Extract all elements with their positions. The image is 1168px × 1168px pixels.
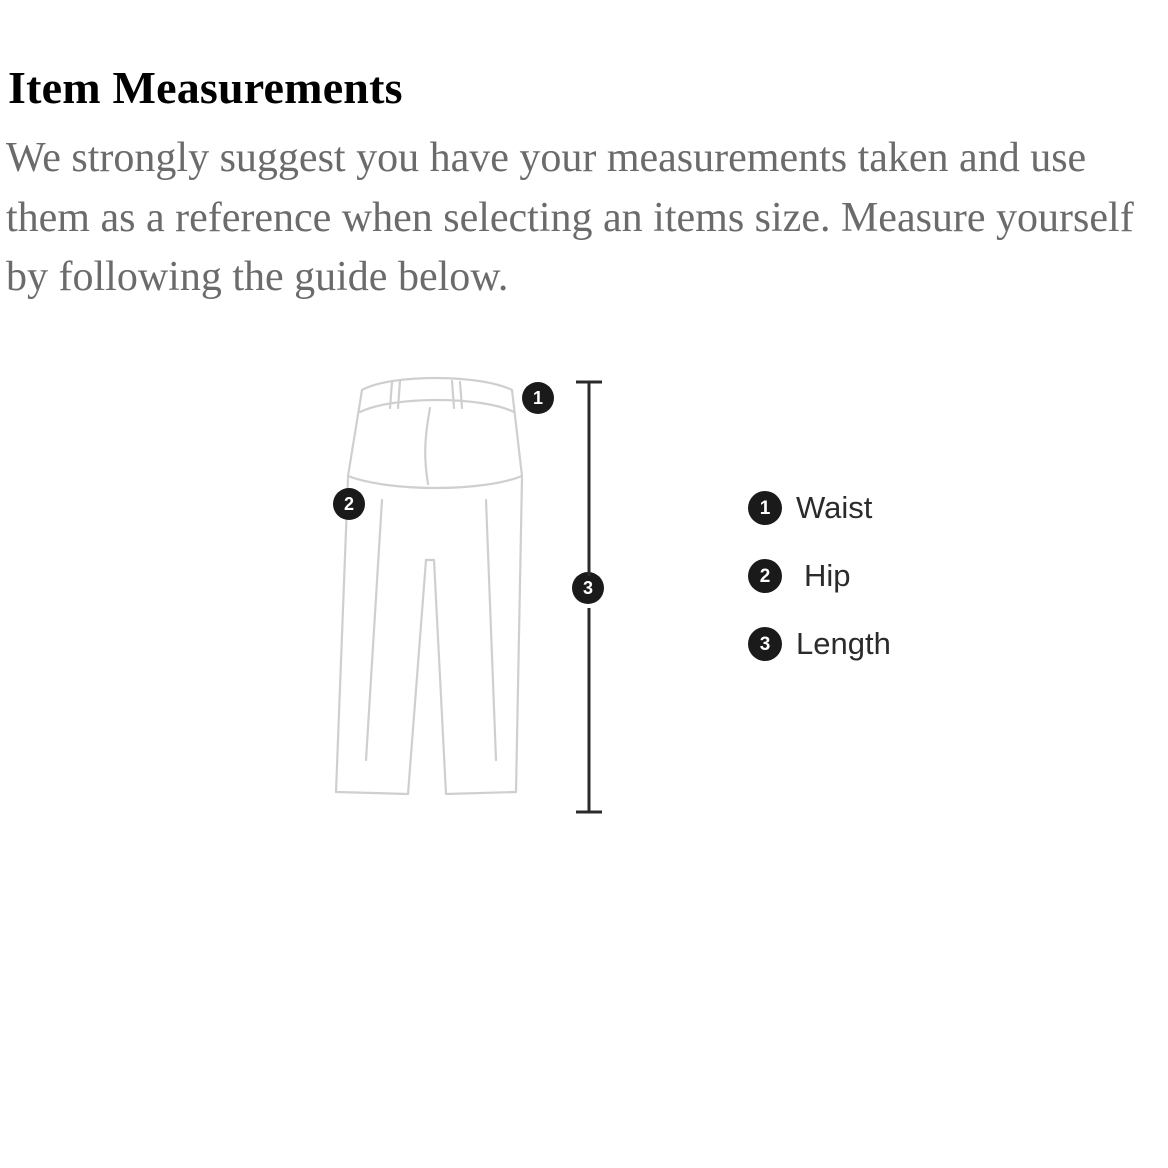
legend-badge-1: 1 [748,491,782,525]
legend-badge-3: 3 [748,627,782,661]
legend [748,490,891,694]
legend-item-waist [748,490,891,526]
marker-2-hip: 2 [333,488,365,520]
length-measure-line [564,376,614,820]
measurement-diagram [0,360,1168,880]
page-title: Item Measurements [8,62,403,113]
legend-label-length: Length [796,626,891,662]
legend-label-waist: Waist [796,490,873,526]
trousers-illustration [300,360,600,820]
marker-3-length: 3 [572,572,604,604]
legend-item-length [748,626,891,662]
legend-badge-2: 2 [748,559,782,593]
trousers-svg [300,360,600,820]
legend-item-hip [748,558,891,594]
intro-paragraph: We strongly suggest you have your measurements taken and use them as a reference when selecting an items size. Measure yourself by following the guide below. [6,135,1134,301]
legend-label-hip: Hip [804,558,851,594]
marker-1-waist: 1 [522,382,554,414]
